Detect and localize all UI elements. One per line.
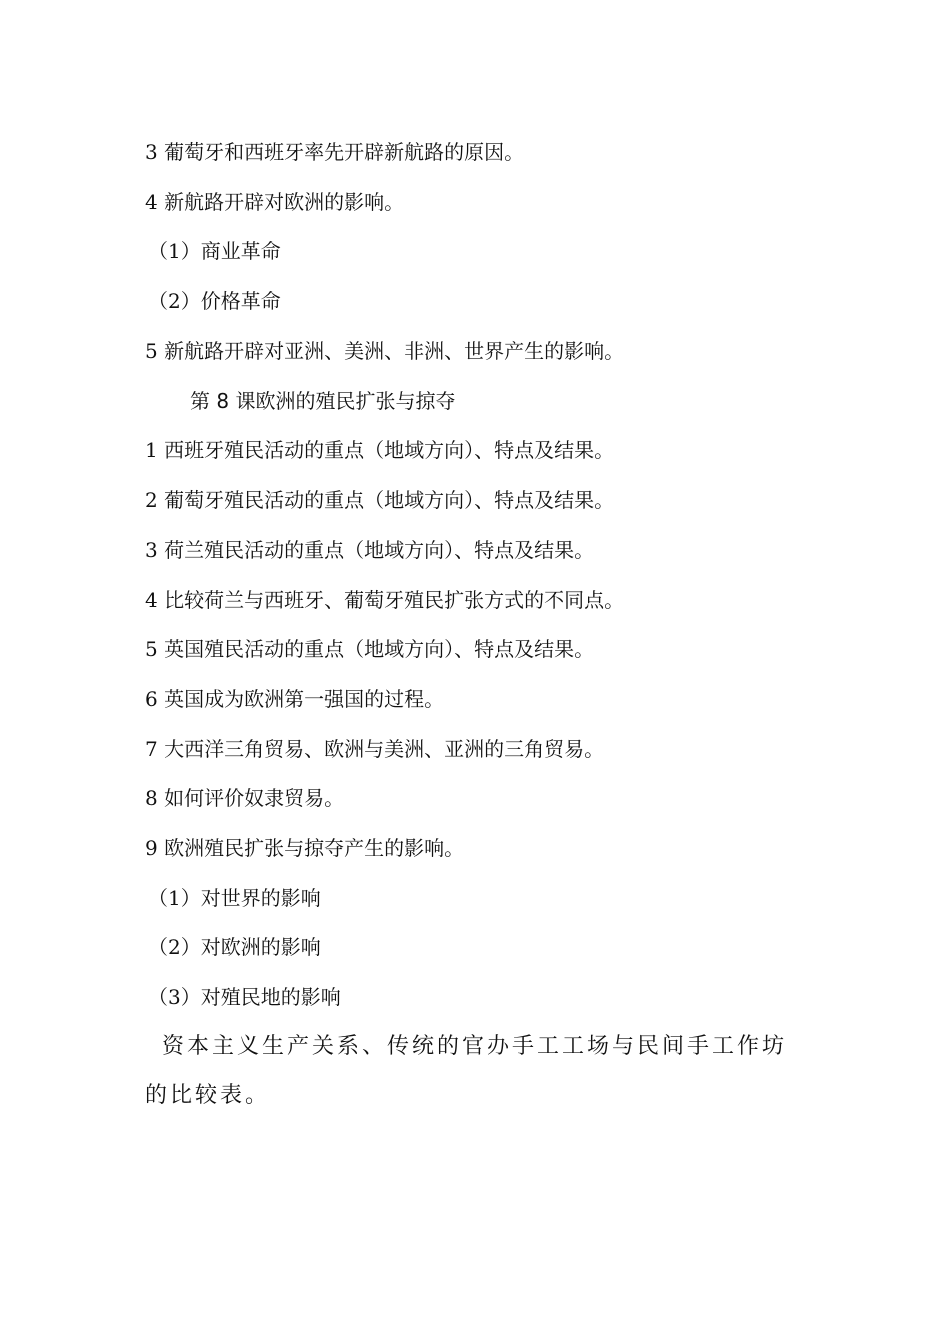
sub-item-commercial-revolution: （1）商业革命	[148, 239, 281, 263]
lesson8-question-2: 2 葡萄牙殖民活动的重点（地域方向）、特点及结果。	[145, 488, 615, 512]
question-5-impact-world: 5 新航路开辟对亚洲、美洲、非洲、世界产生的影响。	[145, 339, 625, 363]
lesson8-question-5: 5 英国殖民活动的重点（地域方向）、特点及结果。	[145, 637, 595, 661]
lesson8-question-3: 3 荷兰殖民活动的重点（地域方向）、特点及结果。	[145, 538, 595, 562]
lesson8-question-9: 9 欧洲殖民扩张与掠夺产生的影响。	[145, 836, 465, 860]
lesson-8-heading: 第 8 课欧洲的殖民扩张与掠夺	[190, 389, 456, 413]
lesson8-question-1: 1 西班牙殖民活动的重点（地域方向）、特点及结果。	[145, 438, 615, 462]
comparison-table-title-line-2: 的比较表。	[145, 1083, 271, 1108]
sub-item-world-impact: （1）对世界的影响	[148, 886, 321, 910]
sub-item-price-revolution: （2）价格革命	[148, 289, 281, 313]
lesson8-question-8: 8 如何评价奴隶贸易。	[145, 786, 345, 810]
sub-item-colony-impact: （3）对殖民地的影响	[148, 985, 341, 1009]
sub-item-europe-impact: （2）对欧洲的影响	[148, 935, 321, 959]
lesson8-question-6: 6 英国成为欧洲第一强国的过程。	[145, 687, 445, 711]
question-4-impact-europe: 4 新航路开辟对欧洲的影响。	[145, 190, 405, 214]
question-3-reason: 3 葡萄牙和西班牙率先开辟新航路的原因。	[145, 140, 525, 164]
lesson8-question-7: 7 大西洋三角贸易、欧洲与美洲、亚洲的三角贸易。	[145, 737, 605, 761]
lesson8-question-4: 4 比较荷兰与西班牙、葡萄牙殖民扩张方式的不同点。	[145, 588, 625, 612]
comparison-table-title-line-1: 资本主义生产关系、传统的官办手工工场与民间手工作坊	[162, 1034, 788, 1059]
